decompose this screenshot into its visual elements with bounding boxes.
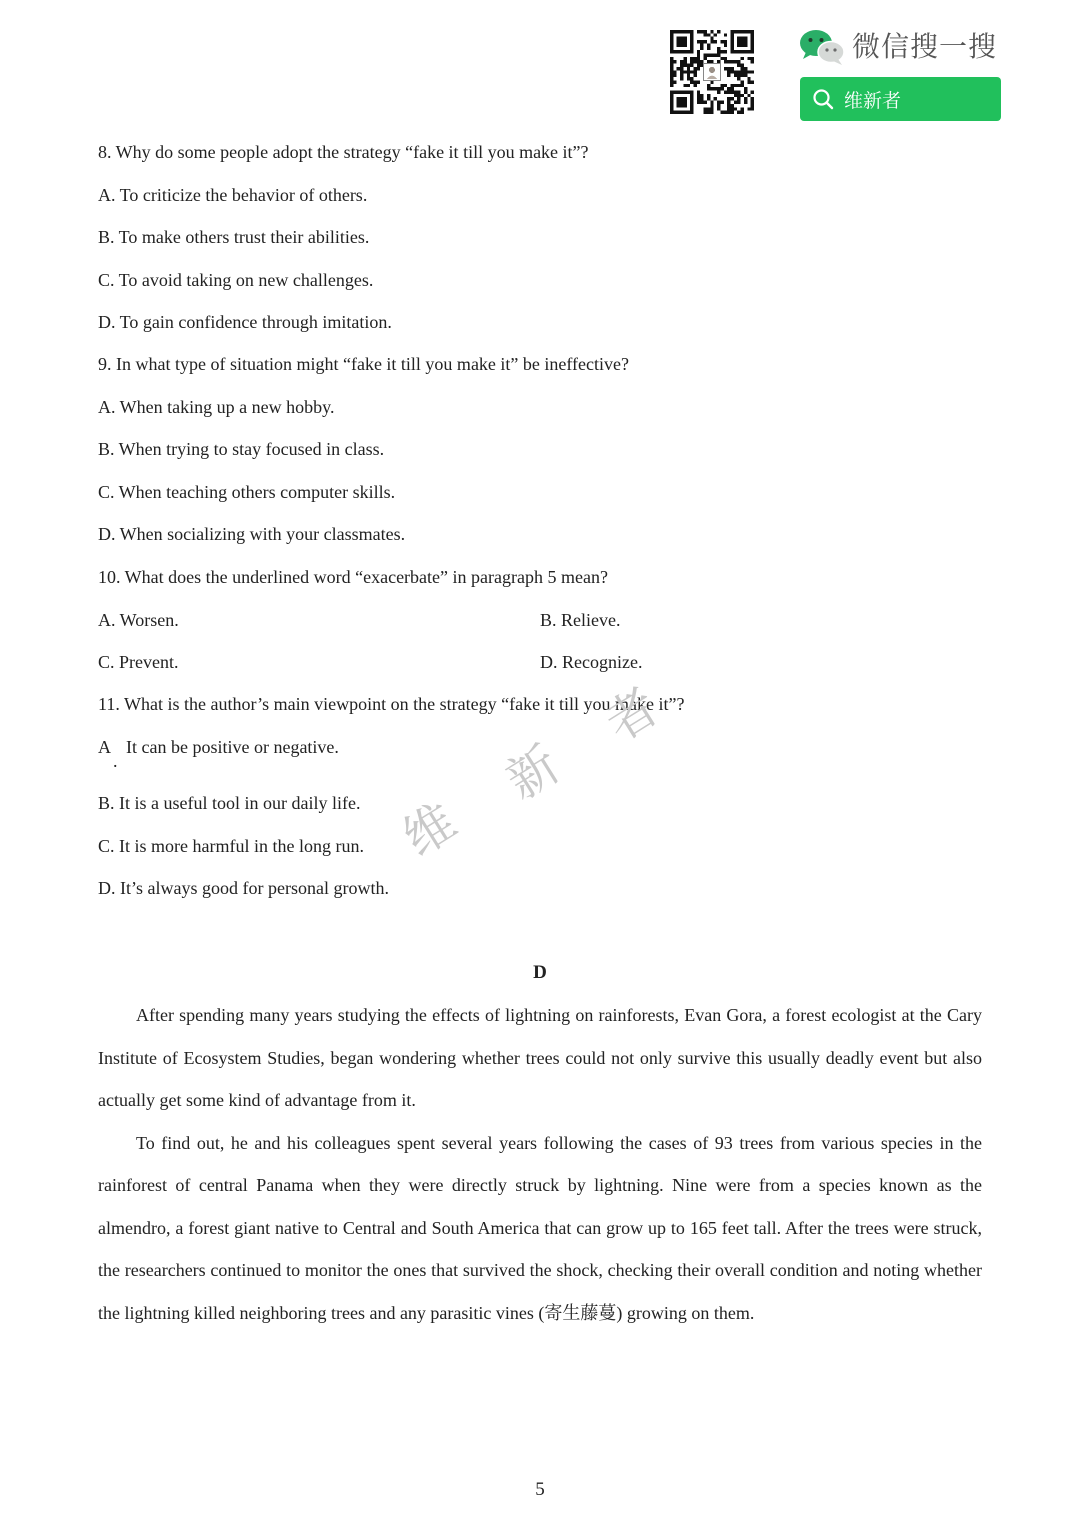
reading-passage: [98, 994, 982, 1334]
qr-avatar-head: [709, 67, 715, 73]
option-d: D. To gain confidence through imitation.: [98, 312, 392, 332]
option-letter: [98, 726, 126, 769]
option-b: B. When trying to stay focused in class.: [98, 439, 385, 459]
wechat-eye: [809, 38, 813, 42]
option-c: C. When teaching others computer skills.: [98, 481, 396, 502]
option-a: A. When taking up a new hobby.: [98, 396, 335, 417]
wechat-eye: [820, 38, 824, 42]
option-text: It can be positive or negative.: [126, 736, 339, 757]
option-c: C. To avoid taking on new challenges.: [98, 269, 374, 290]
watermark-char: 维: [393, 792, 467, 868]
option-row: [98, 599, 982, 642]
watermark-char: 新: [496, 735, 570, 811]
option-d: D. When socializing with your classmates.: [98, 524, 406, 544]
option-a: A. To criticize the behavior of others.: [98, 184, 368, 205]
wechat-search-label: 微信搜一搜: [852, 30, 998, 63]
option-row: [98, 641, 982, 684]
watermark-char: 者: [595, 677, 669, 753]
question-stem: 11. What is the author’s main viewpoint on the strategy “fake it till you make it”?: [98, 694, 685, 714]
option-b: B. It is a useful tool in our daily life.: [98, 793, 361, 813]
option-letter-dot: .: [113, 750, 118, 771]
question-stem: 8. Why do some people adopt the strategy “fake it till you make it”?: [98, 142, 589, 162]
section-heading: D: [533, 962, 547, 983]
qr-code-icon[interactable]: [670, 30, 754, 114]
option-c: C. It is more harmful in the long run.: [98, 835, 364, 856]
page-number: 5: [535, 1479, 545, 1500]
option-letter-text: A: [98, 736, 111, 757]
wechat-bubble-small: [818, 42, 844, 63]
option-c: C. Prevent.: [98, 652, 179, 672]
wechat-logo-icon: [798, 28, 846, 66]
option-a: A. Worsen.: [98, 609, 179, 630]
option-b: B. Relieve.: [540, 609, 621, 630]
search-query-text: 维新者: [844, 89, 902, 112]
wechat-search-button[interactable]: [800, 77, 1001, 121]
option-d: D. Recognize.: [540, 652, 643, 672]
option-d: D. It’s always good for personal growth.: [98, 878, 389, 898]
passage-paragraph: To find out, he and his colleagues spent several years following the cases of 93 trees from various species in the rainforest of central Panama when they were directly struck by lightning. Nine were from a species known as the almendro, a forest giant native to Central and South America that can grow up to 165 feet tall. After the trees were struck, the researchers continued to monitor the ones that survived the shock, checking their overall condition and noting whether the lightning killed neighboring trees and any parasitic vines (寄生藤蔓) growing on them.: [98, 1132, 982, 1323]
passage-paragraph: After spending many years studying the effects of lightning on rainforests, Evan Gora, a forest ecologist at the Cary Institute of Ecosystem Studies, began wondering whether trees could not only survive this usually deadly event but also actually get some kind of advantage from it.: [98, 1005, 982, 1110]
question-stem: 9. In what type of situation might “fake it till you make it” be ineffective?: [98, 354, 630, 374]
wechat-eye: [825, 48, 828, 51]
search-icon: [812, 88, 834, 110]
wechat-eye: [833, 48, 836, 51]
question-stem: 10. What does the underlined word “exacerbate” in paragraph 5 mean?: [98, 567, 608, 587]
question-9: [98, 343, 982, 556]
option-b: B. To make others trust their abilities.: [98, 227, 370, 247]
question-8: [98, 131, 982, 344]
question-10: [98, 556, 982, 684]
